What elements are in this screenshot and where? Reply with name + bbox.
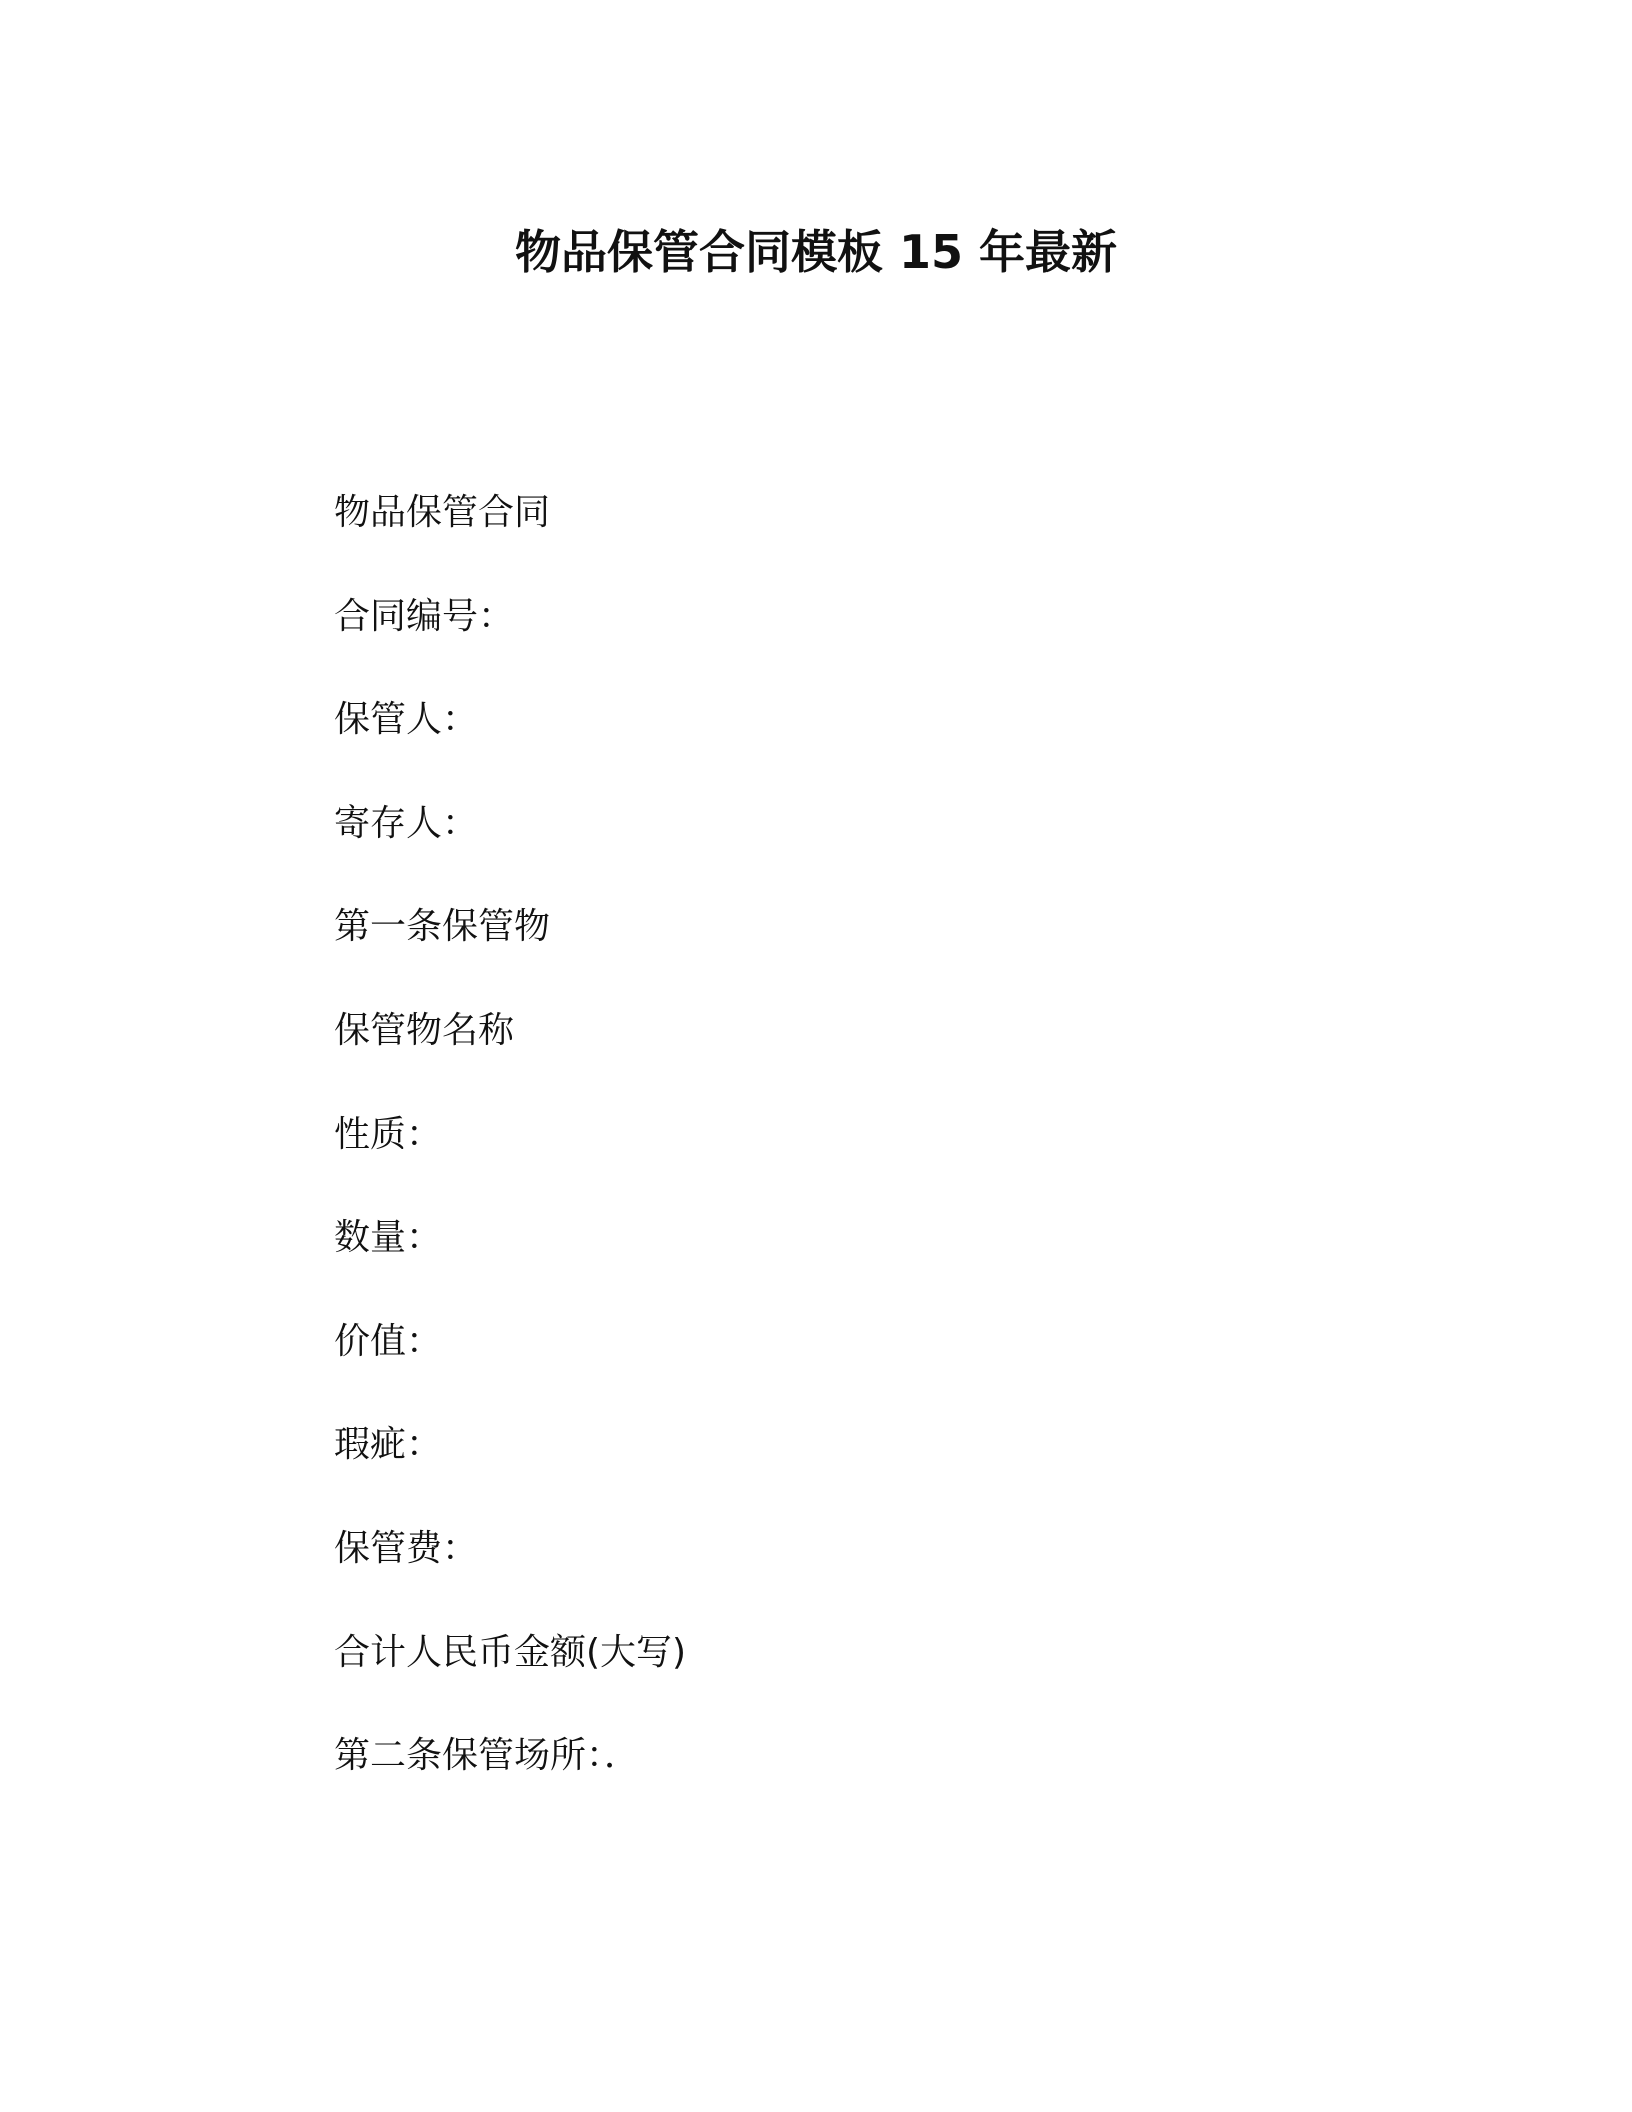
document-title: 物品保管合同模板 15 年最新	[514, 225, 1118, 279]
total-amount-label: 合计人民币金额(大写)	[334, 1631, 687, 1673]
item-name-label: 保管物名称	[334, 1009, 515, 1051]
article-two-heading: 第二条保管场所：．	[334, 1735, 641, 1777]
article-one-heading: 第一条保管物	[334, 906, 551, 948]
quantity-label: 数量：	[334, 1217, 443, 1259]
contract-heading: 物品保管合同	[334, 492, 551, 533]
depositor-label: 寄存人：	[334, 802, 479, 844]
storage-fee-label: 保管费：	[334, 1527, 479, 1569]
contract-number-label: 合同编号：	[334, 595, 515, 637]
nature-label: 性质：	[334, 1113, 443, 1155]
document-body	[334, 488, 1434, 1835]
value-label: 价值：	[334, 1320, 443, 1362]
custodian-label: 保管人：	[334, 699, 479, 741]
defects-label: 瑕疵：	[334, 1424, 443, 1466]
